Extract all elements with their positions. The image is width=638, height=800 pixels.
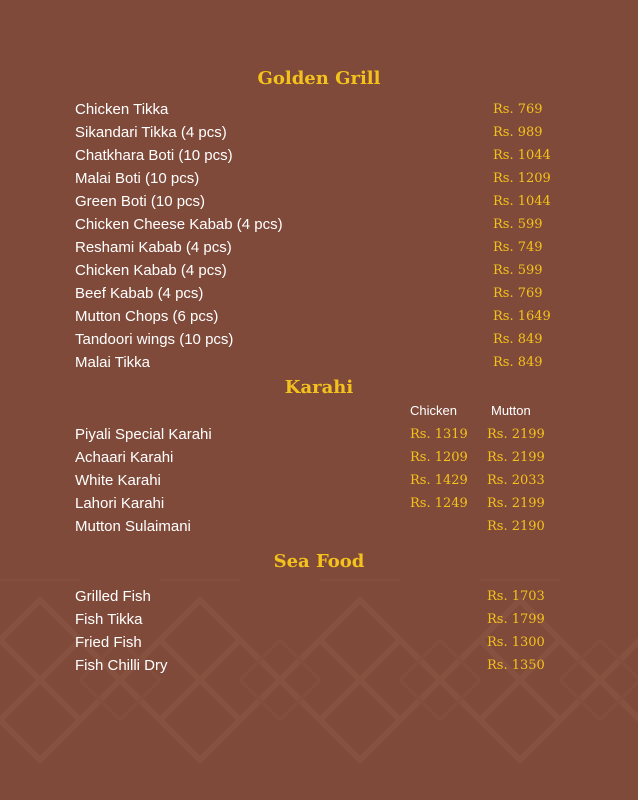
menu-item-name: Malai Boti (10 pcs) [75,170,200,187]
menu-item-price: Rs. 1350 [487,658,545,673]
menu-item-price: Rs. 769 [493,286,543,301]
menu-item-name: Chatkhara Boti (10 pcs) [75,147,233,164]
menu-item [75,449,575,471]
menu-item [75,101,575,123]
menu-item-price-chicken: Rs. 1209 [410,450,468,465]
menu-item [75,354,575,376]
menu-item [75,472,575,494]
menu-item-name: Chicken Kabab (4 pcs) [75,262,227,279]
section-title-golden-grill: Golden Grill [257,68,381,89]
menu-item-price-mutton: Rs. 2033 [487,473,545,488]
menu-item-name: Fried Fish [75,634,142,651]
section-title-sea-food: Sea Food [273,551,365,572]
menu-item [75,193,575,215]
menu-item-name: Tandoori wings (10 pcs) [75,331,234,348]
menu-item [75,518,575,540]
menu-item-price: Rs. 849 [493,332,543,347]
menu-item-price-mutton: Rs. 2190 [487,519,545,534]
menu-item [75,285,575,307]
menu-item-price: Rs. 1044 [493,148,551,163]
menu-item [75,495,575,517]
menu-item-price: Rs. 1044 [493,194,551,209]
menu-item-name: Lahori Karahi [75,495,165,512]
menu-item-price: Rs. 1703 [487,589,545,604]
menu-item-name: Fish Tikka [75,611,143,628]
menu-item-price: Rs. 599 [493,263,543,278]
column-header-chicken: Chicken [410,403,457,418]
menu-item-name: Malai Tikka [75,354,151,371]
menu-item [75,216,575,238]
column-header-mutton: Mutton [491,403,531,418]
menu-item-name: Fish Chilli Dry [75,657,168,674]
menu-item-name: Sikandari Tikka (4 pcs) [75,124,227,141]
menu-item [75,426,575,448]
menu-item-name: Green Boti (10 pcs) [75,193,206,210]
menu-item-price-chicken: Rs. 1429 [410,473,468,488]
menu-item-name: Reshami Kabab (4 pcs) [75,239,232,256]
menu-item [75,262,575,284]
menu-item-price: Rs. 1209 [493,171,551,186]
menu-item-name: Mutton Chops (6 pcs) [75,308,219,325]
menu-item-price: Rs. 599 [493,217,543,232]
menu-item-price: Rs. 1799 [487,612,545,627]
menu-item-price-chicken: Rs. 1249 [410,496,468,511]
menu-item-price: Rs. 1300 [487,635,545,650]
menu-item-price: Rs. 769 [493,102,543,117]
section-title-karahi: Karahi [284,377,354,398]
menu-item [75,331,575,353]
menu-item-price: Rs. 749 [493,240,543,255]
menu-item [75,611,575,633]
menu-item-name: Chicken Cheese Kabab (4 pcs) [75,216,283,233]
menu-item-price: Rs. 849 [493,355,543,370]
menu-item-name: Beef Kabab (4 pcs) [75,285,204,302]
menu-item-price: Rs. 1649 [493,309,551,324]
menu-item [75,588,575,610]
menu-item [75,657,575,679]
menu-item [75,147,575,169]
menu-item [75,308,575,330]
menu-item-name: White Karahi [75,472,161,489]
menu-item-price-mutton: Rs. 2199 [487,427,545,442]
menu-item-price-chicken: Rs. 1319 [410,427,468,442]
menu-item-name: Piyali Special Karahi [75,426,212,443]
menu-item-name: Mutton Sulaimani [75,518,191,535]
menu-item [75,239,575,261]
menu-item-name: Grilled Fish [75,588,151,605]
menu-item [75,634,575,656]
menu-item-price-mutton: Rs. 2199 [487,496,545,511]
menu-item-price-mutton: Rs. 2199 [487,450,545,465]
menu-item-name: Chicken Tikka [75,101,169,118]
menu-item [75,170,575,192]
menu-item-price: Rs. 989 [493,125,543,140]
menu-item [75,124,575,146]
menu-item-name: Achaari Karahi [75,449,174,466]
